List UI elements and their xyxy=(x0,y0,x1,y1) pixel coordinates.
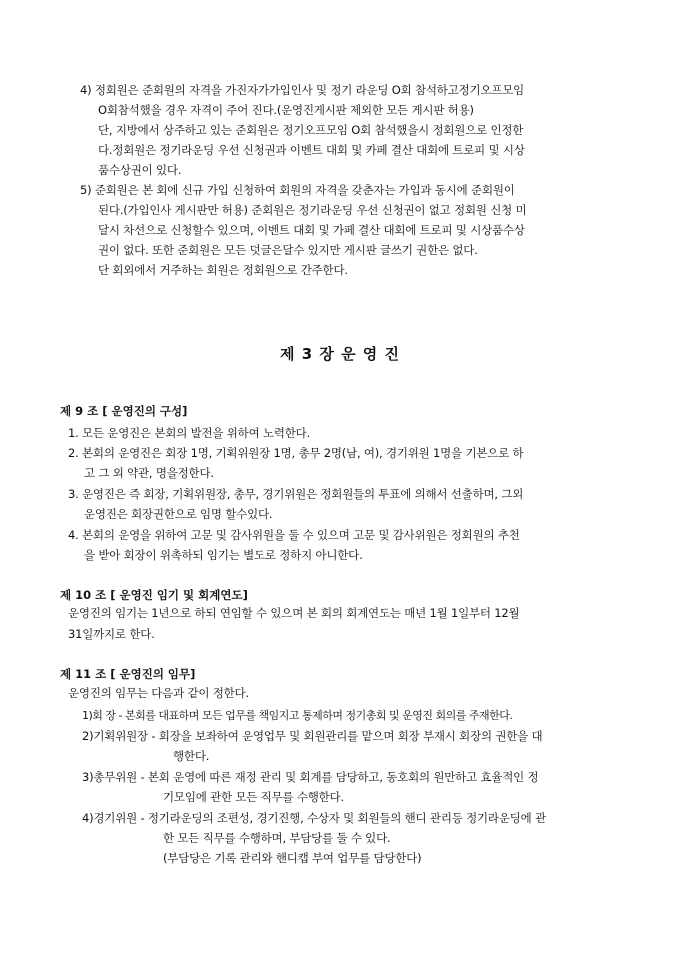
article11-role4-line1: 4)경기위원 - 정기라운딩의 조편성, 경기진행, 수상자 및 회원들의 핸디 관리등 정기라운딩에 관 xyxy=(82,811,546,825)
article11-role1: 1)회 장 - 본회를 대표하며 모든 업무를 책임지고 통제하며 정기총회 및 운영진 회의를 주재한다. xyxy=(82,709,513,722)
item5-line2: 된다.(가입인사 게시판만 허용) 준회원은 정기라운딩 우선 신청권이 없고 정회원 신청 미 xyxy=(98,203,527,217)
article10-line1: 운영진의 임기는 1년으로 하되 연임할 수 있으며 본 회의 회계연도는 매년 1월 1일부터 12월 xyxy=(68,606,520,620)
article11-role4-line2: 한 모든 직무를 수행하며, 부담당를 둘 수 있다. xyxy=(163,831,391,845)
item5-line5: 단 회외에서 거주하는 회원은 정회원으로 간주한다. xyxy=(98,263,348,277)
item4-line5: 품수상권이 있다. xyxy=(98,163,182,177)
article10-line2: 31일까지로 한다. xyxy=(68,627,155,641)
item5-line4: 권이 없다. 또한 준회원은 모든 덧글은달수 있지만 게시판 글쓰기 권한은 없다. xyxy=(98,243,478,257)
item5-line3: 달시 차선으로 신청할수 있으며, 이벤트 대회 및 가페 결산 대회에 트로피 및 시상품수상 xyxy=(98,223,525,237)
article11-role4-line3: (부담당은 기록 관리와 핸디캡 부여 업무를 담당한다) xyxy=(163,851,422,865)
item4-line3: 단, 지방에서 상주하고 있는 준회원은 정기오프모임 O회 참석했을시 정회원으로 인정한 xyxy=(98,123,524,137)
article11-intro: 운영진의 임무는 다음과 같이 정한다. xyxy=(68,686,249,700)
article9-item1: 1. 모든 운영진은 본회의 발전을 위하여 노력한다. xyxy=(68,426,311,440)
article10-heading: 제 10 조 [ 운영진 임기 및 회계연도] xyxy=(60,588,248,602)
article11-role3-line1: 3)총무위원 - 본회 운영에 따른 재정 관리 및 회계를 담당하고, 동호회의 원만하고 효율적인 정 xyxy=(82,770,539,784)
article9-item4-line2: 을 받아 회장이 위촉하되 임기는 별도로 정하지 아니한다. xyxy=(84,548,363,562)
article9-item3-line2: 운영진은 회장권한으로 임명 할수있다. xyxy=(84,507,273,521)
article9-item3-line1: 3. 운영진은 즉 회장, 기획위원장, 총무, 경기위원은 정회원들의 투표에 의해서 선출하며, 그외 xyxy=(68,487,524,501)
item5-line1: 5) 준회원은 본 회에 신규 가입 신청하여 회원의 자격을 갖춘자는 가입과 동시에 준회원이 xyxy=(80,183,515,197)
chapter-title: 제 3 장 운 영 진 xyxy=(280,345,400,363)
article11-role3-line2: 기모임에 관한 모든 직무를 수행한다. xyxy=(163,790,344,804)
article11-role2-line2: 행한다. xyxy=(173,749,210,763)
item4-line1: 4) 정회원은 준회원의 자격을 가진자가가입인사 및 정기 라운딩 O회 참석하고정기오프모임 xyxy=(80,83,525,97)
article11-heading: 제 11 조 [ 운영진의 임무] xyxy=(60,667,196,681)
article9-item4-line1: 4. 본회의 운영을 위하여 고문 및 감사위원을 둘 수 있으며 고문 및 감사위원은 정회원의 추천 xyxy=(68,528,520,542)
item4-line2: O회참석했을 경우 자격이 주어 진다.(운영진게시판 제외한 모든 게시판 허용) xyxy=(98,103,474,117)
article11-role2-line1: 2)기획위원장 - 회장을 보좌하여 운영업무 및 회원관리를 맡으며 회장 부재시 회장의 권한을 대 xyxy=(82,729,543,743)
article9-item2-line2: 고 그 외 약관, 명을정한다. xyxy=(84,466,214,480)
item4-line4: 다.정회원은 정기라운딩 우선 신청권과 이벤트 대회 및 카페 결산 대회에 트로피 및 시상 xyxy=(98,143,525,157)
article9-heading: 제 9 조 [ 운영진의 구성] xyxy=(60,404,188,418)
article9-item2-line1: 2. 본회의 운영진은 회장 1명, 기획위원장 1명, 총무 2명(남, 여), 경기위원 1명을 기본으로 하 xyxy=(68,446,524,460)
